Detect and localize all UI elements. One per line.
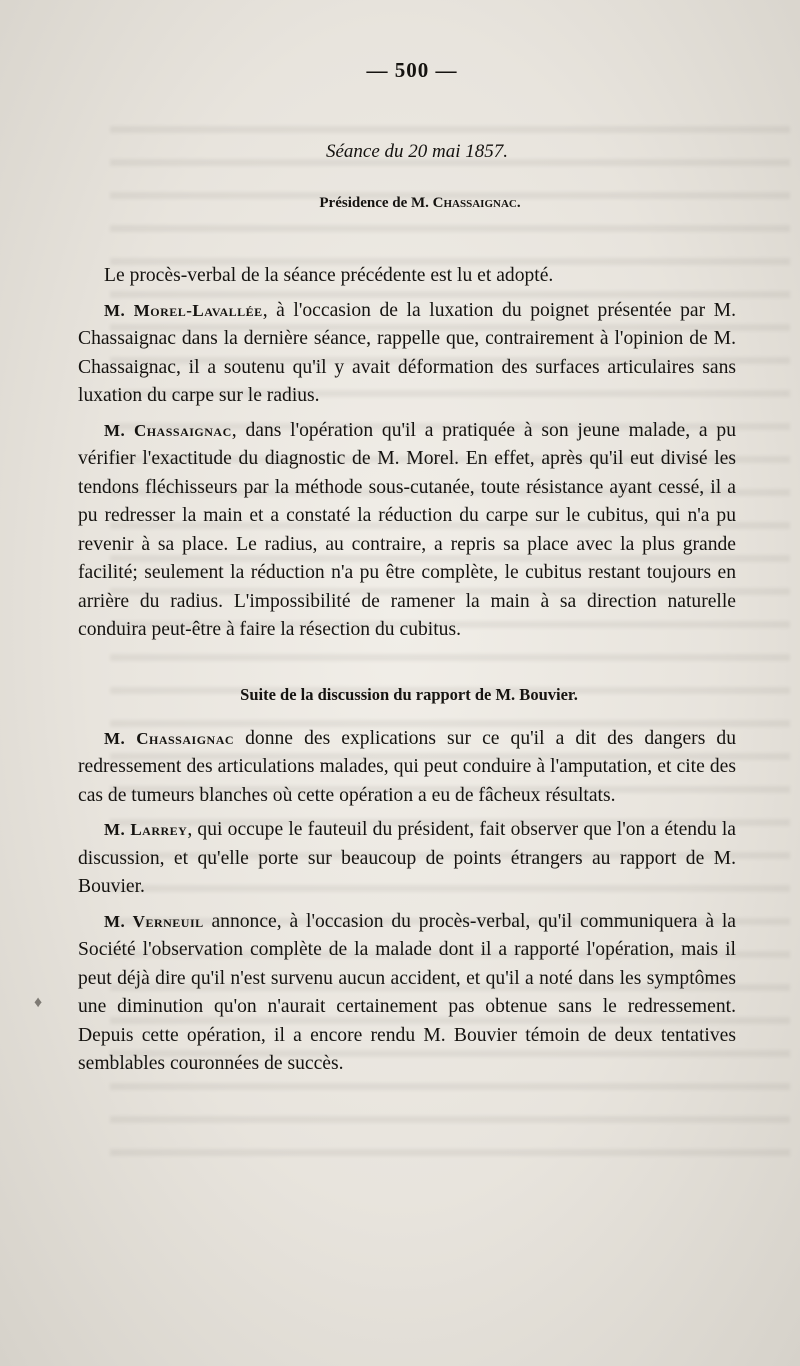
paragraph-larrey <box>78 816 736 902</box>
speaker-name: M. Morel-Lavallée <box>104 300 263 320</box>
paragraph-text: , dans l'opération qu'il a pratiquée à son jeune malade, a pu vérifier l'exactitude du diagnostic de M. Morel. En effet, après qu'il eut divisé les tendons fléchisseurs par la méthode sous-cutanée, toute résistance ayant cessé, il a pu redresser la main et a constaté la réduction du carpe sur le cubitus, qui n'a pu revenir à sa place. Le radius, au contraire, a repris sa place avec la plus grande facilité; seulement la réduction n'a pu être complète, le cubitus restant toujours en arrière du radius. L'impossibilité de ramener la main à sa direction naturelle conduira peut-être à faire la résection du cubitus. <box>78 419 737 640</box>
speaker-name: M. Verneuil <box>104 911 204 931</box>
paragraph-verneuil <box>78 908 736 1079</box>
paragraph-minutes <box>78 262 736 291</box>
paragraph-text: , à l'occasion de la luxation du poignet présentée par M. Chassaignac dans la dernière séance, rappelle que, contrairement à l'opinion de M. Chassaignac, il a soutenu qu'il y avait déformation des surfaces articulaires sans luxation du carpe sur le radius. <box>78 299 736 406</box>
paragraph-morel-lavallee <box>78 297 736 411</box>
page-number: — 500 — <box>366 58 458 82</box>
presidency-name: M. Chassaignac. <box>411 195 521 211</box>
paragraph-text: Le procès-verbal de la séance précédente est lu et adopté. <box>104 265 554 286</box>
section-heading: Suite de la discussion du rapport de M. Bouvier. <box>240 684 578 704</box>
paragraph-text: donne des explications sur ce qu'il a dit des dangers du redressement des articulations malades, qui peut conduire à l'amputation, et cite des cas de tumeurs blanches où cette opération a eu de fâcheux résultats. <box>78 727 736 806</box>
speaker-name: M. Chassaignac <box>104 420 232 440</box>
speaker-name: M. Chassaignac <box>104 728 235 748</box>
text-column <box>78 58 736 1079</box>
paragraph-text: , qui occupe le fauteuil du président, fait observer que l'on a étendu la discussion, et qu'elle porte sur beaucoup de points étrangers au rapport de M. Bouvier. <box>78 819 736 897</box>
margin-mark: ♦ <box>34 994 43 1011</box>
presidency-line <box>78 195 736 212</box>
speaker-name: M. Larrey <box>104 820 188 839</box>
paragraph-text: annonce, à l'occasion du procès-verbal, qu'il communiquera à la Société l'observation complète de la malade dont il a rapporté l'opération, mais il peut déjà dire qu'il n'est survenu aucun accident, et qu'il a noté dans les symptômes une diminution qu'on n'aurait certainement pas obtenue sans le redressement. Depuis cette opération, il a encore rendu M. Bouvier témoin de deux tentatives semblables couronnées de succès. <box>78 910 737 1074</box>
session-heading: Séance du 20 mai 1857. <box>325 141 509 162</box>
paragraph-chassaignac <box>78 417 736 645</box>
paragraph-chassaignac-discussion <box>78 725 736 811</box>
presidency-prefix: Présidence de <box>319 195 412 211</box>
